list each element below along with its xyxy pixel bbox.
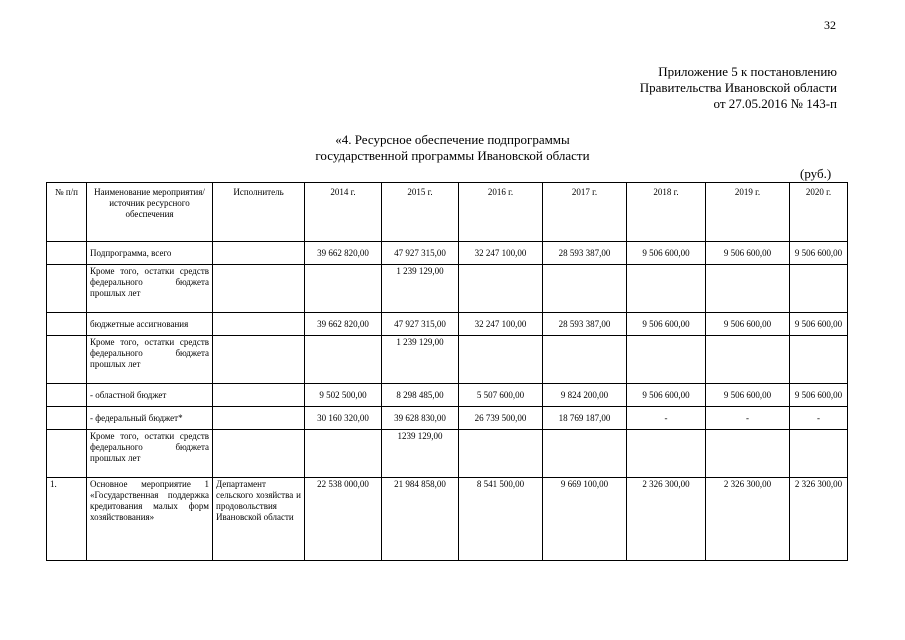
cell-2020: 2 326 300,00 bbox=[790, 478, 848, 561]
header-num: № п/п bbox=[47, 183, 87, 242]
cell-2017 bbox=[543, 265, 627, 313]
cell-2019: - bbox=[706, 407, 790, 430]
cell-name: - областной бюджет bbox=[87, 384, 213, 407]
header-executor: Исполнитель bbox=[213, 183, 305, 242]
cell-2016 bbox=[459, 265, 543, 313]
table-row bbox=[47, 430, 848, 478]
cell-executor: Департамент сельского хозяйства и продовольствия Ивановской области bbox=[213, 478, 305, 561]
cell-2019: 9 506 600,00 bbox=[706, 313, 790, 336]
cell-2015: 47 927 315,00 bbox=[382, 313, 459, 336]
header-2014: 2014 г. bbox=[305, 183, 382, 242]
cell-2014 bbox=[305, 265, 382, 313]
cell-2016 bbox=[459, 336, 543, 384]
cell-name: Основное мероприятие 1 «Государственная поддержка кредитования малых форм хозяйствования» bbox=[87, 478, 213, 561]
cell-2014: 39 662 820,00 bbox=[305, 242, 382, 265]
cell-2020 bbox=[790, 265, 848, 313]
cell-2014: 22 538 000,00 bbox=[305, 478, 382, 561]
currency-unit: (руб.) bbox=[800, 166, 832, 181]
table-row bbox=[47, 407, 848, 430]
cell-executor bbox=[213, 265, 305, 313]
table-row bbox=[47, 478, 848, 561]
cell-name: Подпрограмма, всего bbox=[87, 242, 213, 265]
cell-name: Кроме того, остатки средств федерального бюджета прошлых лет bbox=[87, 430, 213, 478]
cell-2018 bbox=[627, 336, 706, 384]
table-row bbox=[47, 336, 848, 384]
cell-2016 bbox=[459, 430, 543, 478]
cell-2014: 9 502 500,00 bbox=[305, 384, 382, 407]
cell-2018: - bbox=[627, 407, 706, 430]
cell-2017: 18 769 187,00 bbox=[543, 407, 627, 430]
header-2018: 2018 г. bbox=[627, 183, 706, 242]
document-title bbox=[0, 132, 905, 164]
cell-2020 bbox=[790, 430, 848, 478]
appendix-line-3: от 27.05.2016 № 143-п bbox=[713, 96, 837, 111]
cell-2015: 1 239 129,00 bbox=[382, 265, 459, 313]
document-title-line-1: «4. Ресурсное обеспечение подпрограммы bbox=[335, 132, 570, 147]
cell-2019: 9 506 600,00 bbox=[706, 242, 790, 265]
cell-name: Кроме того, остатки средств федерального бюджета прошлых лет bbox=[87, 265, 213, 313]
cell-num bbox=[47, 242, 87, 265]
table-row bbox=[47, 242, 848, 265]
cell-executor bbox=[213, 407, 305, 430]
header-2020: 2020 г. bbox=[790, 183, 848, 242]
appendix-line-2: Правительства Ивановской области bbox=[639, 80, 837, 95]
cell-num bbox=[47, 313, 87, 336]
cell-2020: 9 506 600,00 bbox=[790, 242, 848, 265]
cell-2020: - bbox=[790, 407, 848, 430]
cell-2015: 1 239 129,00 bbox=[382, 336, 459, 384]
resource-table bbox=[46, 182, 848, 561]
cell-2016: 32 247 100,00 bbox=[459, 242, 543, 265]
cell-num bbox=[47, 265, 87, 313]
cell-executor bbox=[213, 313, 305, 336]
cell-2018 bbox=[627, 430, 706, 478]
cell-2019 bbox=[706, 265, 790, 313]
cell-2019 bbox=[706, 430, 790, 478]
cell-name: бюджетные ассигнования bbox=[87, 313, 213, 336]
cell-num bbox=[47, 336, 87, 384]
cell-2016: 5 507 600,00 bbox=[459, 384, 543, 407]
cell-2017 bbox=[543, 430, 627, 478]
cell-executor bbox=[213, 242, 305, 265]
header-2019: 2019 г. bbox=[706, 183, 790, 242]
cell-2020 bbox=[790, 336, 848, 384]
cell-2018: 9 506 600,00 bbox=[627, 384, 706, 407]
cell-2014: 30 160 320,00 bbox=[305, 407, 382, 430]
cell-name: Кроме того, остатки средств федерального бюджета прошлых лет bbox=[87, 336, 213, 384]
header-2017: 2017 г. bbox=[543, 183, 627, 242]
cell-2015: 1239 129,00 bbox=[382, 430, 459, 478]
cell-2018: 9 506 600,00 bbox=[627, 313, 706, 336]
cell-2017 bbox=[543, 336, 627, 384]
cell-2014 bbox=[305, 336, 382, 384]
cell-2015: 21 984 858,00 bbox=[382, 478, 459, 561]
cell-2020: 9 506 600,00 bbox=[790, 384, 848, 407]
cell-2017: 9 824 200,00 bbox=[543, 384, 627, 407]
cell-2017: 28 593 387,00 bbox=[543, 242, 627, 265]
table-row bbox=[47, 384, 848, 407]
cell-2019: 9 506 600,00 bbox=[706, 384, 790, 407]
appendix-reference bbox=[640, 64, 837, 112]
cell-2015: 47 927 315,00 bbox=[382, 242, 459, 265]
header-2015: 2015 г. bbox=[382, 183, 459, 242]
cell-2015: 39 628 830,00 bbox=[382, 407, 459, 430]
cell-2014: 39 662 820,00 bbox=[305, 313, 382, 336]
header-2016: 2016 г. bbox=[459, 183, 543, 242]
cell-name: - федеральный бюджет* bbox=[87, 407, 213, 430]
cell-2015: 8 298 485,00 bbox=[382, 384, 459, 407]
cell-2018 bbox=[627, 265, 706, 313]
cell-2016: 26 739 500,00 bbox=[459, 407, 543, 430]
cell-executor bbox=[213, 430, 305, 478]
cell-2017: 28 593 387,00 bbox=[543, 313, 627, 336]
table-row bbox=[47, 313, 848, 336]
table-row bbox=[47, 265, 848, 313]
cell-2018: 2 326 300,00 bbox=[627, 478, 706, 561]
table-header-row bbox=[47, 183, 848, 242]
cell-2019: 2 326 300,00 bbox=[706, 478, 790, 561]
cell-2014 bbox=[305, 430, 382, 478]
cell-executor bbox=[213, 336, 305, 384]
cell-num bbox=[47, 430, 87, 478]
cell-num bbox=[47, 407, 87, 430]
page-number: 32 bbox=[824, 18, 836, 32]
cell-2016: 32 247 100,00 bbox=[459, 313, 543, 336]
document-title-line-2: государственной программы Ивановской области bbox=[315, 148, 590, 163]
cell-2020: 9 506 600,00 bbox=[790, 313, 848, 336]
cell-2017: 9 669 100,00 bbox=[543, 478, 627, 561]
cell-2019 bbox=[706, 336, 790, 384]
cell-executor bbox=[213, 384, 305, 407]
cell-2018: 9 506 600,00 bbox=[627, 242, 706, 265]
header-name: Наименование мероприятия/ источник ресурсного обеспечения bbox=[87, 183, 213, 242]
cell-num: 1. bbox=[47, 478, 87, 561]
cell-num bbox=[47, 384, 87, 407]
cell-2016: 8 541 500,00 bbox=[459, 478, 543, 561]
appendix-line-1: Приложение 5 к постановлению bbox=[658, 64, 837, 79]
